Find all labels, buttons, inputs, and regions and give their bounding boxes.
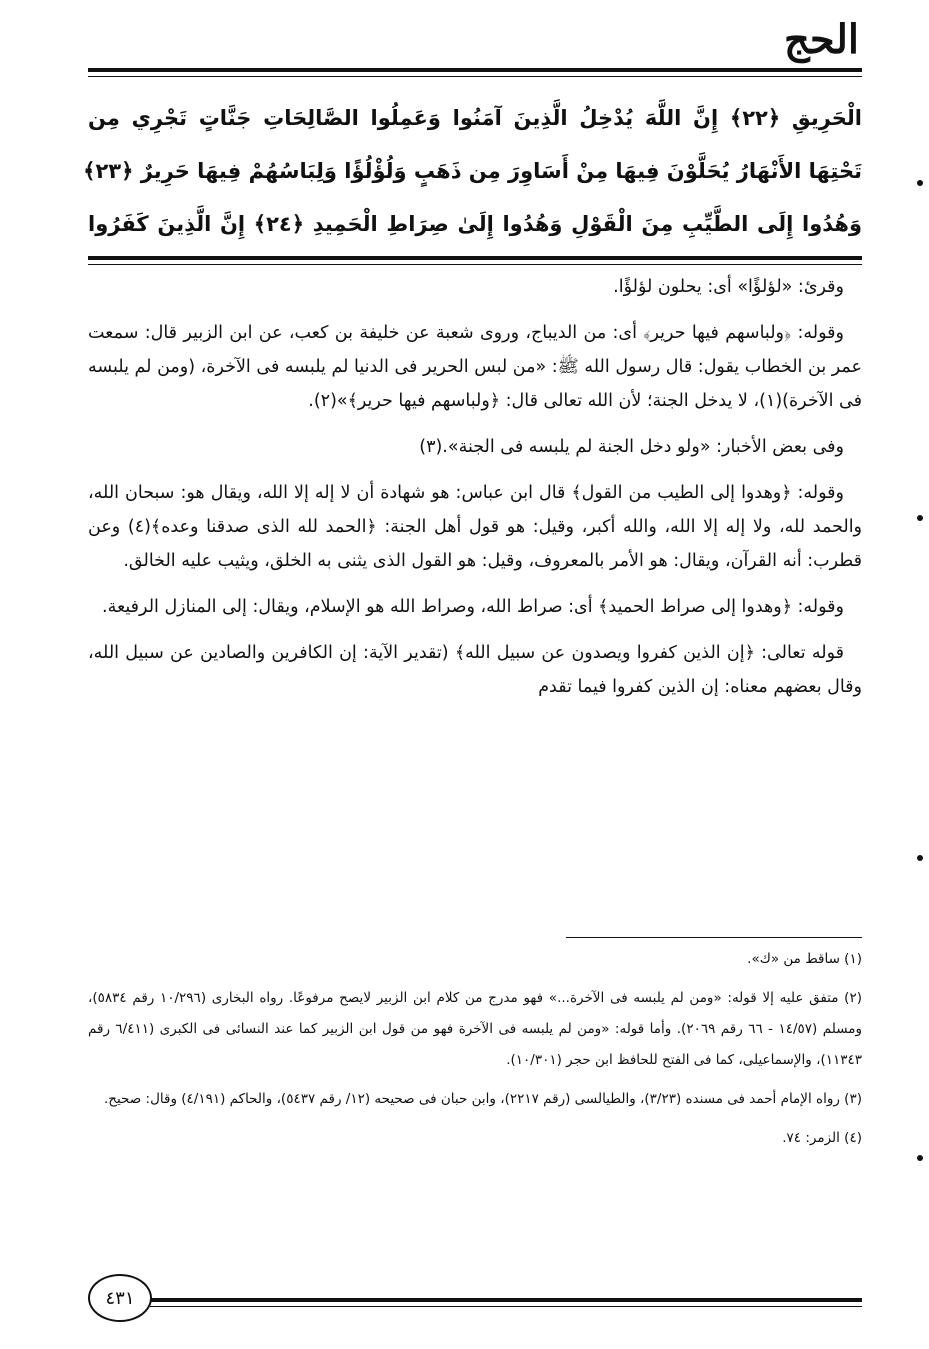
footer-rule-thin	[150, 1306, 862, 1307]
header-rule-thick	[88, 68, 862, 72]
verse-line: تَحْتِهَا الأَنْهَارُ يُحَلَّوْنَ فِيهَا مِنْ أَسَاوِرَ مِن ذَهَبٍ وَلُؤْلُؤًا وَلِبَاسُهُمْ فِيهَا حَرِيرٌ ﴿٢٣﴾	[83, 159, 862, 183]
commentary-paragraph: وفى بعض الأخبار: «ولو دخل الجنة لم يلبسه فى الجنة».(٣)	[419, 437, 844, 457]
margin-mark	[917, 515, 923, 521]
margin-mark	[917, 180, 923, 186]
quran-verse-block	[83, 92, 863, 251]
footnote: (٤) الزمر: ٧٤.	[782, 1130, 862, 1146]
header-rule-thin	[88, 76, 862, 77]
footnote: (٣) رواه الإمام أحمد فى مسنده (٣/٢٣)، والطيالسى (رقم ٢٢١٧)، وابن حبان فى صحيحه (١٢/ رقم ٥٤٣٧)، والحاكم (٤/١٩١) وقال: صحيح.	[103, 1091, 862, 1107]
verse-line: وَهُدُوا إِلَى الطَّيِّبِ مِنَ الْقَوْلِ وَهُدُوا إِلَىٰ صِرَاطِ الْحَمِيدِ ﴿٢٤﴾ إِنَّ الَّذِينَ كَفَرُوا	[88, 212, 863, 236]
margin-mark	[917, 855, 923, 861]
footnote-separator	[566, 937, 862, 938]
footnotes	[88, 944, 862, 1154]
margin-mark	[917, 1155, 923, 1161]
commentary-paragraph: قوله تعالى: ﴿إن الذين كفروا ويصدون عن سبيل الله﴾ (تقدير الآية: إن الكافرين والصادين عن سبيل الله، وقال بعضهم معناه: إن الذين كفروا فيما تقدم	[88, 643, 862, 697]
verse-rule-thick	[88, 256, 862, 260]
verse-line: الْحَرِيقِ ﴿٢٢﴾ إِنَّ اللَّهَ يُدْخِلُ الَّذِينَ آمَنُوا وَعَمِلُوا الصَّالِحَاتِ جَنَّاتٍ تَجْرِي مِن	[88, 106, 862, 130]
verse-rule-thin	[88, 264, 862, 265]
page-number: ٤٣١	[88, 1274, 152, 1322]
commentary-paragraph: وقوله: ﴿وهدوا إلى الطيب من القول﴾ قال ابن عباس: هو شهادة أن لا إله إلا الله، ويقال هو: سبحان الله، والحمد لله، ولا إله إلا الله، والله أكبر، وقيل: هو قول أهل الجنة: ﴿الحمد لله الذى صدقنا وعده﴾(٤) وعن قطرب: أنه القرآن، ويقال: هو الأمر بالمعروف، وقيل: هو القول الذى يثنى به الخلق، ويثيب عليه الخالق.	[88, 483, 863, 571]
footnote: (٢) متفق عليه إلا قوله: «ومن لم يلبسه فى الآخرة...» فهو مدرج من كلام ابن الزبير لايصح مرفوعًا. رواه البخارى (١٠/٢٩٦ رقم ٥٨٣٤)، ومسلم (١٤/٥٧ - ٦٦ رقم ٢٠٦٩). وأما قوله: «ومن لم يلبسه فى الآخرة فهو من قول ابن الزبير كما عند النسائى فى الكبرى (٦/٤١١ رقم ١١٣٤٣)، والإسماعيلى، كما فى الفتح للحافظ ابن حجر (١٠/٣٠١).	[88, 990, 862, 1068]
footnote: (١) ساقط من «ك».	[747, 951, 862, 967]
surah-header-title: الحج	[784, 16, 859, 63]
commentary-body	[88, 270, 862, 704]
commentary-paragraph: وقوله: ﴿وهدوا إلى صراط الحميد﴾ أى: صراط الله، وصراط الله هو الإسلام، ويقال: إلى المنازل الرفيعة.	[102, 597, 844, 617]
commentary-paragraph: وقوله: ﴿ولباسهم فيها حرير﴾ أى: من الديباج، وروى شعبة عن خليفة بن كعب، عن ابن الزبير قال: سمعت عمر بن الخطاب يقول: قال رسول الله ﷺ: «من لبس الحرير فى الدنيا لم يلبسه فى الآخرة، (ومن لم يلبسه فى الآخرة)(١)، لا يدخل الجنة؛ لأن الله تعالى قال: ﴿ولباسهم فيها حرير﴾»(٢).	[88, 323, 862, 411]
footer-rule-thick	[150, 1298, 862, 1302]
commentary-paragraph: وقرئ: «لؤلؤًا» أى: يحلون لؤلؤًا.	[613, 277, 844, 297]
